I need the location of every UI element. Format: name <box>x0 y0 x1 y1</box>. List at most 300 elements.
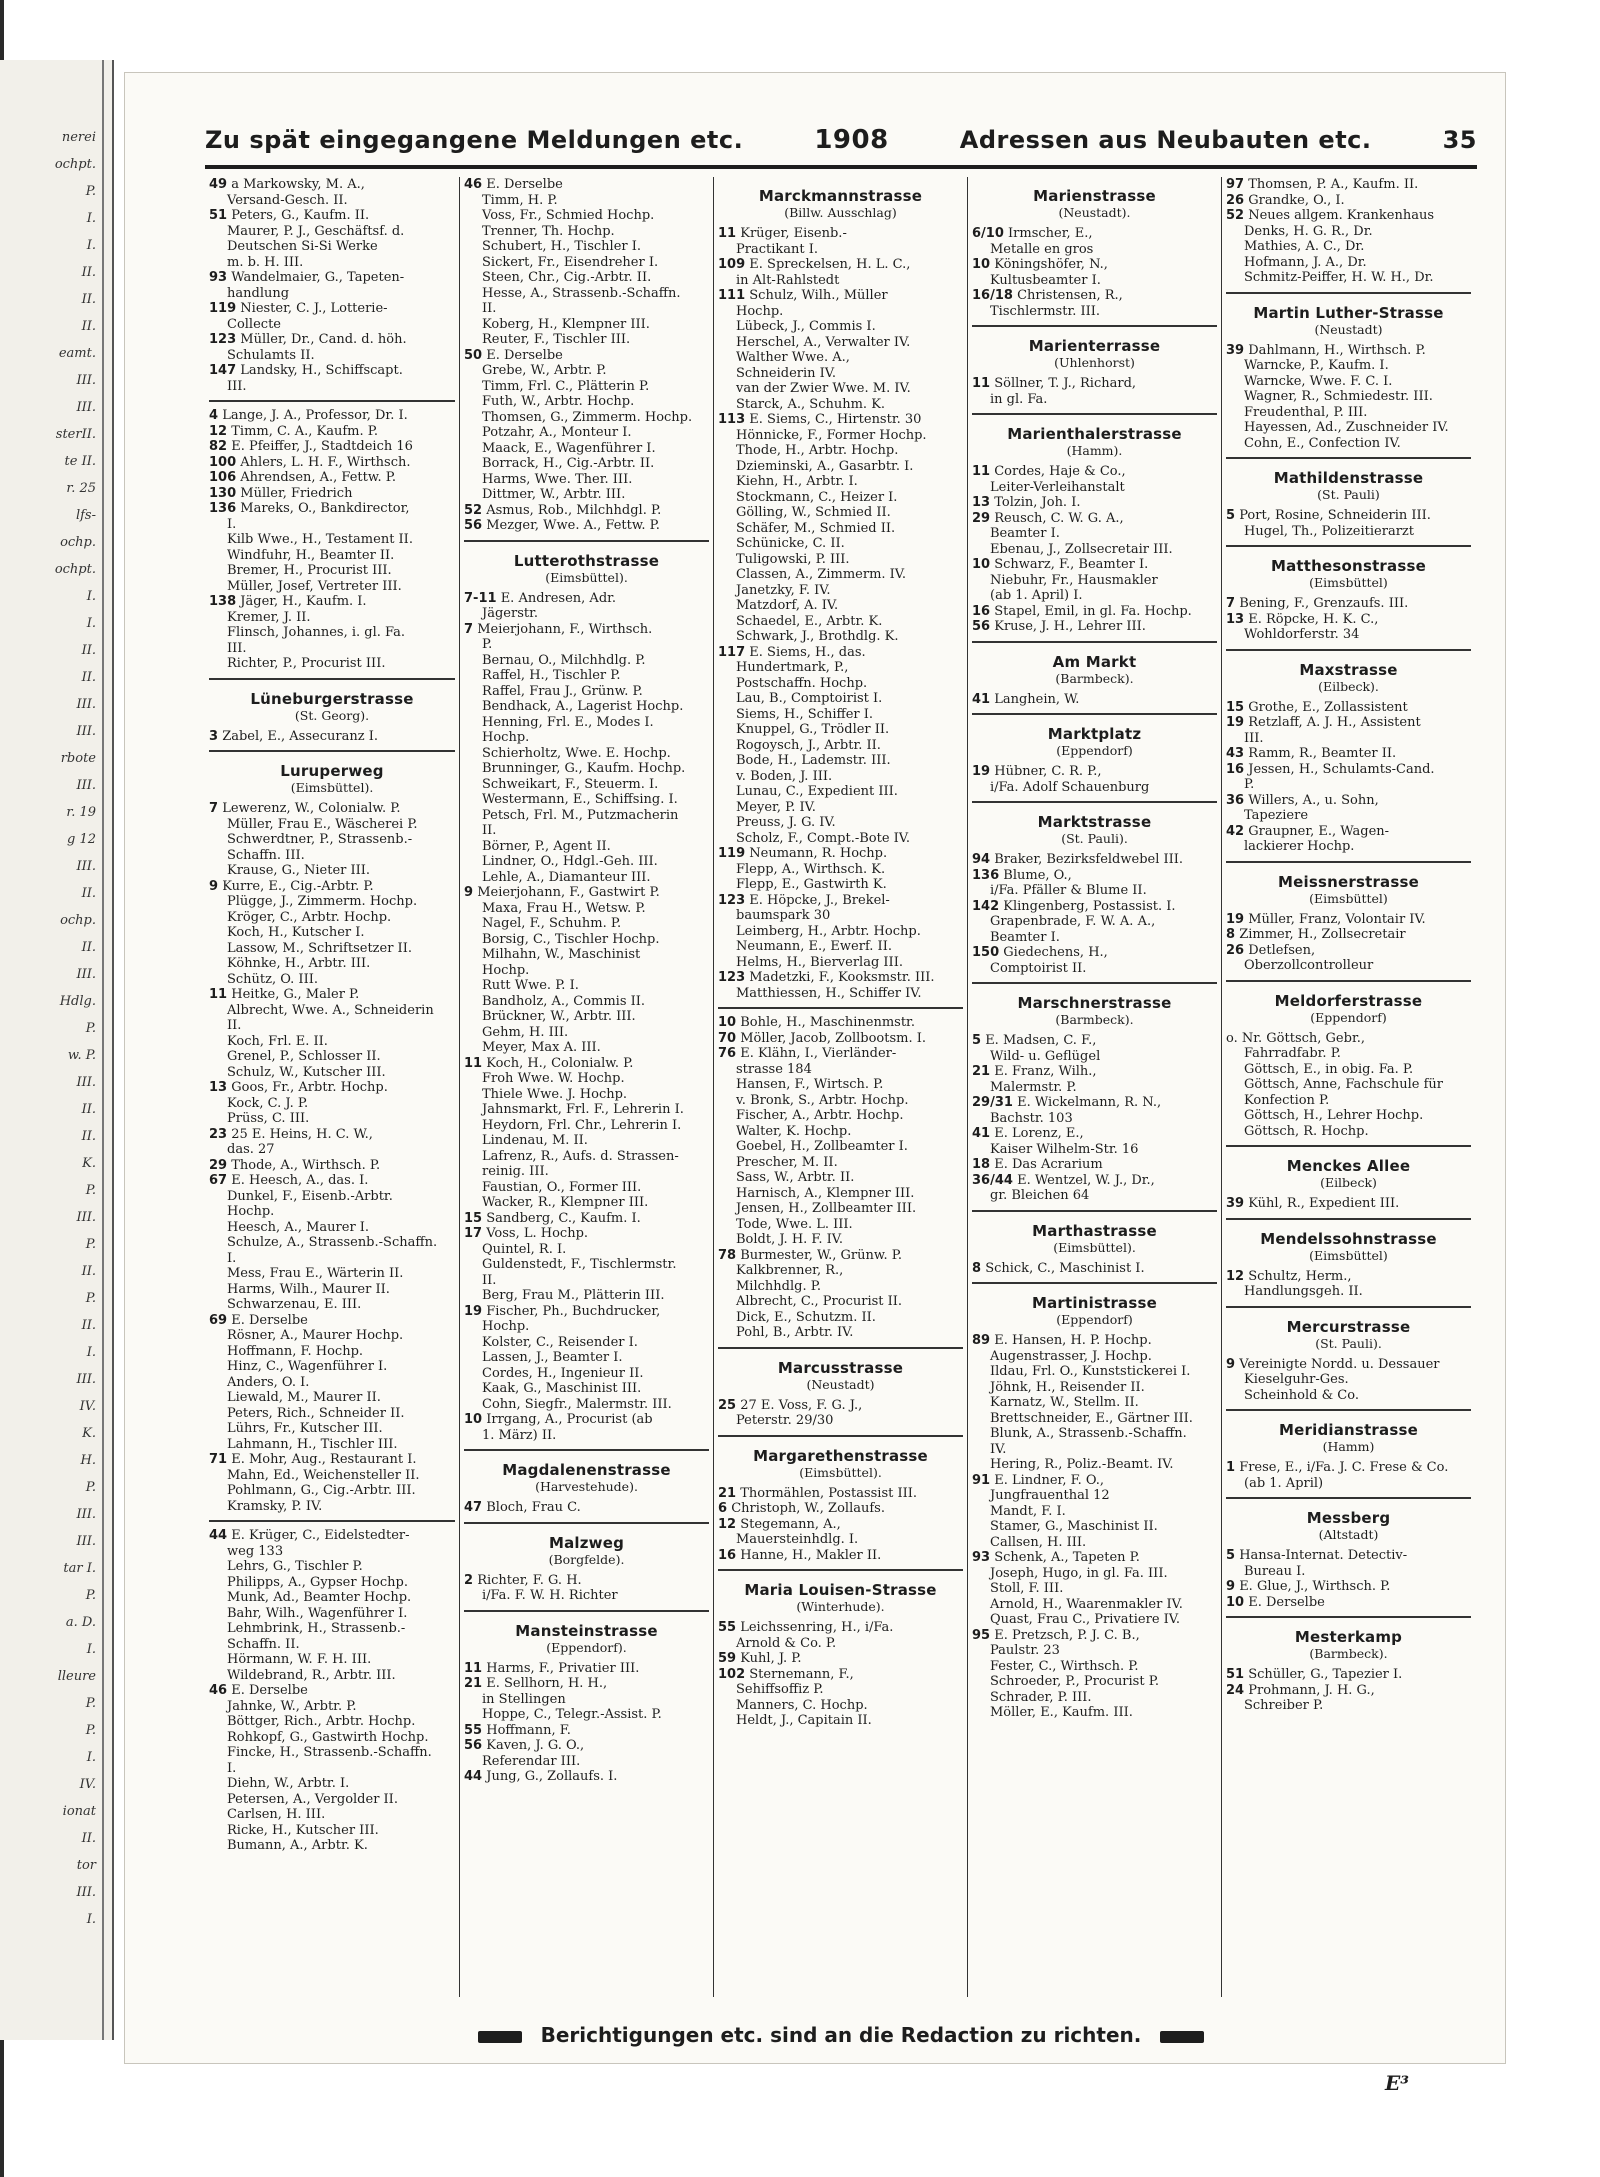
address-entry <box>209 1621 455 1637</box>
resident-text: Meyer, P. IV. <box>736 799 816 815</box>
resident-text: Walter, K. Hochp. <box>736 1123 852 1139</box>
previous-page-fragment: P. <box>85 1291 96 1306</box>
address-entry <box>464 916 709 932</box>
resident-text: Versand-Gesch. II. <box>227 192 348 208</box>
column-5 <box>1221 177 1475 1997</box>
address-entry <box>718 1108 963 1124</box>
address-entry <box>718 366 963 382</box>
house-number: 5 <box>1226 508 1236 523</box>
address-entry <box>209 1328 455 1344</box>
address-entry <box>464 1257 709 1273</box>
resident-text: Kröger, C., Arbtr. Hochp. <box>227 909 392 925</box>
address-entry <box>718 1294 963 1310</box>
previous-page-fragment: K. <box>82 1426 96 1441</box>
resident-text: Konfection P. <box>1244 1092 1330 1108</box>
resident-text: Collecte <box>227 316 281 332</box>
resident-text: Matzdorf, A. IV. <box>736 598 839 613</box>
resident-text: Schwerdtner, P., Strassenb.- <box>227 832 413 847</box>
street-heading: Malzweg <box>548 1533 625 1552</box>
resident-text: Wagner, R., Schmiedestr. III. <box>1244 389 1433 404</box>
address-entry <box>209 470 455 486</box>
resident-text: Wildebrand, R., Arbtr. III. <box>227 1667 396 1683</box>
address-entry <box>209 972 455 988</box>
resident-text: Schneiderin IV. <box>736 365 837 381</box>
address-entry <box>209 1111 455 1127</box>
resident-text: Thode, H., Arbtr. Hochp. <box>736 443 899 458</box>
resident-text: m. b. H. III. <box>227 254 304 270</box>
resident-text: E. Derselbe <box>486 177 563 192</box>
address-entry <box>972 914 1217 930</box>
resident-text: Prescher, M. II. <box>736 1154 838 1170</box>
district-label: (Eppendorf). <box>546 1639 627 1655</box>
resident-text: Grapenbrade, F. W. A. A., <box>990 914 1156 929</box>
house-number: 5 <box>972 1033 982 1048</box>
resident-text: Kremer, J. II. <box>227 609 311 625</box>
resident-text: Faustian, O., Former III. <box>482 1179 642 1195</box>
house-number: 119 <box>718 846 746 861</box>
address-entry <box>718 443 963 459</box>
address-entry <box>209 348 455 364</box>
previous-page-fragment: III. <box>76 373 96 388</box>
resident-text: Referendar III. <box>482 1753 581 1769</box>
address-entry <box>464 1350 709 1366</box>
house-number: 21 <box>464 1676 483 1691</box>
address-entry <box>972 1349 1217 1365</box>
address-entry <box>209 379 455 395</box>
address-entry <box>972 1705 1217 1721</box>
address-entry <box>718 1325 963 1341</box>
house-number: 89 <box>972 1333 991 1348</box>
house-number: 123 <box>718 892 746 908</box>
resident-text: E. Wentzel, W. J., Dr., <box>1017 1172 1155 1188</box>
address-entry <box>1226 1579 1471 1595</box>
house-number: 67 <box>209 1173 228 1188</box>
street-heading: Am Markt <box>1052 652 1137 671</box>
house-number: 41 <box>972 691 991 707</box>
address-entry <box>972 557 1217 573</box>
resident-text: Lange, J. A., Professor, Dr. I. <box>222 408 408 423</box>
address-entry <box>209 177 455 193</box>
address-entry <box>972 1612 1217 1628</box>
resident-text: Grebe, W., Arbtr. P. <box>482 363 607 378</box>
address-entry <box>972 1111 1217 1127</box>
address-entry <box>1226 389 1471 405</box>
resident-text: Schwarz, F., Beamter I. <box>994 557 1149 572</box>
address-entry <box>718 350 963 366</box>
house-number: 39 <box>1226 1196 1245 1211</box>
section-rule <box>972 1210 1217 1212</box>
address-entry <box>972 1049 1217 1065</box>
section-rule <box>1226 292 1471 294</box>
resident-text: Wohldorferstr. 34 <box>1244 627 1360 642</box>
address-entry <box>718 1517 963 1533</box>
address-entry <box>209 1699 455 1715</box>
district-label: (St. Pauli) <box>1317 487 1380 502</box>
resident-text: Flepp, E., Gastwirth K. <box>736 877 887 892</box>
resident-text: Brunninger, G., Kaufm. Hochp. <box>482 761 686 776</box>
resident-text: Richter, F. G. H. <box>477 1572 582 1588</box>
address-entry <box>464 1164 709 1180</box>
address-entry <box>718 924 963 940</box>
resident-text: Lassen, J., Beamter I. <box>482 1350 623 1365</box>
resident-text: Reuter, F., Tischler III. <box>482 332 631 347</box>
address-entry <box>1226 1077 1471 1093</box>
resident-text: Practikant I. <box>736 241 818 257</box>
resident-text: Maxa, Frau H., Wetsw. P. <box>482 900 646 916</box>
address-entry <box>972 1126 1217 1142</box>
house-number: 52 <box>464 502 483 518</box>
address-entry <box>972 1581 1217 1597</box>
header-left-title: Zu spät eingegangene Meldungen etc. <box>205 126 744 154</box>
resident-text: Schulz, Wilh., Müller <box>749 288 888 303</box>
previous-page-fragment: II. <box>81 940 96 955</box>
address-entry <box>718 676 963 692</box>
house-number: 150 <box>972 945 1000 960</box>
resident-text: Fahrradfabr. P. <box>1244 1046 1341 1061</box>
resident-text: Mahn, Ed., Weichensteller II. <box>227 1467 420 1483</box>
resident-text: handlung <box>227 285 290 301</box>
resident-text: Hundertmark, P., <box>736 660 849 675</box>
house-number: 71 <box>209 1452 228 1467</box>
house-number: 76 <box>718 1046 737 1061</box>
address-entry <box>1226 1124 1471 1140</box>
resident-text: o. Nr. Göttsch, Gebr., <box>1226 1030 1365 1046</box>
header-right-title: Adressen aus Neubauten etc. <box>959 126 1372 154</box>
resident-text: Jahnke, W., Arbtr. P. <box>227 1698 357 1714</box>
resident-text: Timm, Frl. C., Plätterin P. <box>482 378 650 394</box>
previous-page-fragment: III. <box>76 1507 96 1522</box>
address-entry <box>1226 343 1471 359</box>
section-rule <box>972 325 1217 327</box>
resident-text: Stoll, F. III. <box>990 1581 1064 1596</box>
address-entry <box>1226 1031 1471 1047</box>
resident-text: Windfuhr, H., Beamter II. <box>227 547 395 563</box>
address-entry <box>209 1018 455 1034</box>
address-entry <box>464 684 709 700</box>
district-label: (St. Pauli). <box>1061 831 1128 846</box>
address-entry <box>972 376 1217 392</box>
previous-page-fragment: I. <box>86 589 96 604</box>
address-entry <box>464 885 709 901</box>
address-entry <box>464 653 709 669</box>
house-number: 56 <box>972 619 991 634</box>
house-number: 11 <box>972 464 991 479</box>
resident-text: Cordes, H., Ingenieur II. <box>482 1365 644 1381</box>
address-entry <box>464 901 709 917</box>
house-number: 136 <box>972 867 1000 883</box>
resident-text: Lehle, A., Diamanteur III. <box>482 869 651 885</box>
address-entry <box>464 1118 709 1134</box>
resident-text: Karnatz, W., Stellm. II. <box>990 1395 1139 1410</box>
street-heading: Marienterrasse <box>1028 337 1161 355</box>
resident-text: Schulze, A., Strassenb.-Schaffn. <box>227 1235 438 1250</box>
address-entry <box>209 1390 455 1406</box>
address-entry <box>718 877 963 893</box>
address-entry <box>718 1279 963 1295</box>
address-entry <box>972 1659 1217 1675</box>
address-entry <box>209 1034 455 1050</box>
address-entry <box>1226 374 1471 390</box>
house-number: 18 <box>972 1157 991 1172</box>
address-entry <box>209 1499 455 1515</box>
resident-text: Fischer, Ph., Buchdrucker, <box>486 1303 661 1319</box>
resident-text: Kaak, G., Maschinist III. <box>482 1381 642 1396</box>
resident-text: Manners, C. Hochp. <box>736 1697 868 1713</box>
resident-text: Starck, A., Schuhm. K. <box>736 396 886 412</box>
resident-text: E. Wickelmann, R. N., <box>1017 1095 1162 1110</box>
resident-text: Malermstr. P. <box>990 1079 1077 1095</box>
house-number: 51 <box>209 208 228 223</box>
address-entry <box>464 932 709 948</box>
resident-text: Kruse, J. H., Lehrer III. <box>994 619 1146 634</box>
column-2 <box>459 177 713 1997</box>
resident-text: Steen, Chr., Cig.-Arbtr. II. <box>482 270 652 285</box>
resident-text: E. Madsen, C. F., <box>985 1033 1097 1048</box>
resident-text: E. Spreckelsen, H. L. C., <box>749 257 911 272</box>
section-rule <box>972 801 1217 803</box>
address-entry <box>972 480 1217 496</box>
address-entry <box>718 691 963 707</box>
resident-text: gr. Bleichen 64 <box>990 1188 1090 1203</box>
resident-text: Beamter I. <box>990 526 1060 541</box>
address-entry <box>718 800 963 816</box>
previous-page-fragment: II. <box>81 319 96 334</box>
previous-page-fragment: III. <box>76 1885 96 1900</box>
resident-text: Milchhdlg. P. <box>736 1278 821 1294</box>
district-label: (Eilbeck). <box>1318 678 1379 694</box>
house-number: 1 <box>1226 1460 1236 1475</box>
address-entry <box>718 831 963 847</box>
address-entry <box>464 1288 709 1304</box>
resident-text: Beamter I. <box>990 929 1060 945</box>
resident-text: Borsig, C., Tischler Hochp. <box>482 931 660 947</box>
address-entry <box>718 536 963 552</box>
address-entry <box>209 1127 455 1143</box>
previous-page-fragment: P. <box>85 1723 96 1738</box>
address-entry <box>718 753 963 769</box>
resident-text: Oberzollcontrolleur <box>1244 958 1374 973</box>
resident-text: Lewerenz, W., Colonialw. P. <box>222 801 401 816</box>
footer-notice <box>205 2023 1477 2047</box>
resident-text: Ahrendsen, A., Fettw. P. <box>240 470 396 485</box>
address-entry <box>718 567 963 583</box>
previous-page-fragment: II. <box>81 292 96 307</box>
address-entry <box>718 459 963 475</box>
resident-text: Lafrenz, R., Aufs. d. Strassen- <box>482 1148 679 1164</box>
previous-page-fragment: te II. <box>64 454 96 469</box>
house-number: 56 <box>464 518 483 533</box>
address-entry <box>464 1180 709 1196</box>
resident-text: Gehm, H. III. <box>482 1024 569 1040</box>
district-label: (Eimsbüttel). <box>290 780 374 795</box>
resident-text: I. <box>227 1250 237 1266</box>
resident-text: van der Zwier Wwe. M. IV. <box>736 381 911 396</box>
house-number: 8 <box>972 1260 982 1276</box>
address-entry <box>718 381 963 397</box>
resident-text: Jahnsmarkt, Frl. F., Lehrerin I. <box>482 1102 684 1117</box>
resident-text: Knuppel, G., Trödler II. <box>736 722 890 737</box>
address-entry <box>209 863 455 879</box>
address-entry <box>718 769 963 785</box>
house-number: 78 <box>718 1247 737 1263</box>
address-entry <box>718 521 963 537</box>
address-entry <box>718 1093 963 1109</box>
district-label: (Hamm) <box>1322 1439 1375 1454</box>
address-entry <box>464 441 709 457</box>
address-entry <box>1226 700 1471 716</box>
resident-text: E. Das Acrarium <box>994 1157 1103 1172</box>
house-number: 147 <box>209 363 237 378</box>
house-number: 11 <box>209 987 228 1002</box>
house-number: 82 <box>209 439 228 454</box>
address-entry <box>1226 1062 1471 1078</box>
resident-text: Carlsen, H. III. <box>227 1807 326 1822</box>
resident-text: Reusch, C. W. G. A., <box>994 510 1124 526</box>
resident-text: Wacker, R., Klempner III. <box>482 1195 649 1210</box>
previous-page-fragment: P. <box>85 1588 96 1603</box>
address-entry <box>972 1597 1217 1613</box>
address-entry <box>972 288 1217 304</box>
address-entry <box>209 610 455 626</box>
resident-text: Köhnke, H., Arbtr. III. <box>227 956 371 971</box>
address-entry <box>464 994 709 1010</box>
address-entry <box>209 255 455 271</box>
resident-text: Bandholz, A., Commis II. <box>482 993 646 1009</box>
section-rule <box>1226 1306 1471 1308</box>
resident-text: Retzlaff, A. J. H., Assistent <box>1248 715 1421 730</box>
address-entry <box>718 1077 963 1093</box>
house-number: 11 <box>972 376 991 391</box>
address-entry <box>464 839 709 855</box>
resident-text: v. Bronk, S., Arbtr. Hochp. <box>736 1092 909 1108</box>
resident-text: E. Mohr, Aug., Restaurant I. <box>231 1452 417 1467</box>
address-entry <box>464 1692 709 1708</box>
previous-page-fragment: III. <box>76 778 96 793</box>
resident-text: Blunk, A., Strassenb.-Schaffn. <box>990 1426 1187 1441</box>
address-entry <box>972 1188 1217 1204</box>
section-rule <box>718 1007 963 1009</box>
resident-text: i/Fa. Adolf Schauenburg <box>990 779 1150 795</box>
house-number: 46 <box>209 1683 228 1698</box>
address-entry <box>464 699 709 715</box>
resident-text: Gölling, W., Schmied II. <box>736 505 891 520</box>
address-entry <box>718 1186 963 1202</box>
previous-page-fragment: II. <box>81 1318 96 1333</box>
address-entry <box>718 552 963 568</box>
previous-page-fragment: II. <box>81 670 96 685</box>
resident-text: E. Hansen, H. P. Hochp. <box>994 1333 1152 1348</box>
resident-text: Heldt, J., Capitain II. <box>736 1713 872 1728</box>
address-entry <box>464 332 709 348</box>
column-3 <box>713 177 967 1997</box>
house-number: 4 <box>209 408 219 423</box>
address-entry <box>464 591 709 607</box>
house-number: 10 <box>972 257 991 272</box>
resident-text: Postschaffn. Hochp. <box>736 675 868 691</box>
address-entry <box>1226 839 1471 855</box>
resident-text: Schüller, G., Tapezier I. <box>1248 1667 1403 1682</box>
resident-text: Augenstrasser, J. Hochp. <box>990 1348 1152 1364</box>
address-entry <box>464 270 709 286</box>
address-entry <box>209 270 455 286</box>
resident-text: Maack, E., Wagenführer I. <box>482 440 656 456</box>
resident-text: Lindner, O., Hdgl.-Geh. III. <box>482 854 658 869</box>
previous-page-fragment: ionat <box>62 1804 96 1819</box>
page-header <box>205 125 1477 161</box>
resident-text: Lehrs, G., Tischler P. <box>227 1559 363 1574</box>
resident-text: Dunkel, F., Eisenb.-Arbtr. <box>227 1188 393 1204</box>
address-entry <box>209 332 455 348</box>
resident-text: E. Pretzsch, P. J. C. B., <box>994 1627 1140 1643</box>
address-entry <box>718 1263 963 1279</box>
address-entry <box>718 1155 963 1171</box>
address-entry <box>209 817 455 833</box>
address-entry <box>209 729 455 745</box>
address-entry <box>718 986 963 1002</box>
resident-text: Bahr, Wilh., Wagenführer I. <box>227 1605 408 1621</box>
resident-text: Preuss, J. G. IV. <box>736 815 836 830</box>
address-entry <box>718 1139 963 1155</box>
address-entry <box>464 1676 709 1692</box>
resident-text: Göttsch, Anne, Fachschule für <box>1244 1077 1443 1092</box>
address-entry <box>718 1620 963 1636</box>
district-label: (Eimsbüttel). <box>1053 1239 1136 1255</box>
house-number: 9 <box>1226 1356 1236 1372</box>
resident-text: Thormählen, Postassist III. <box>740 1485 918 1501</box>
address-entry <box>1226 824 1471 840</box>
resident-text: Bernau, O., Milchhdlg. P. <box>482 652 646 668</box>
address-entry <box>209 1142 455 1158</box>
house-number: 21 <box>718 1485 737 1501</box>
resident-text: Willers, A., u. Sohn, <box>1248 792 1379 808</box>
address-entry <box>464 317 709 333</box>
address-entry <box>1226 524 1471 540</box>
address-entry <box>972 930 1217 946</box>
resident-text: Jöhnk, H., Reisender II. <box>990 1379 1145 1395</box>
resident-text: Lindenau, M. II. <box>482 1133 588 1148</box>
address-entry <box>209 1792 455 1808</box>
resident-text: Arnold & Co. P. <box>736 1635 837 1651</box>
resident-text: Quintel, R. I. <box>482 1241 567 1257</box>
street-heading: Luruperweg <box>280 762 384 780</box>
previous-page-fragment: ochpt. <box>54 157 96 172</box>
previous-page-fragment: III. <box>76 1075 96 1090</box>
address-entry <box>464 1723 709 1739</box>
column-1 <box>205 177 459 1997</box>
address-entry <box>972 1380 1217 1396</box>
resident-text: Kuhl, J. P. <box>740 1651 802 1666</box>
resident-text: Zimmer, H., Zollsecretair <box>1239 927 1406 942</box>
address-entry <box>209 910 455 926</box>
address-entry <box>209 208 455 224</box>
address-entry <box>209 956 455 972</box>
house-number: 55 <box>464 1722 483 1738</box>
street-heading: Mesterkamp <box>1294 1628 1403 1646</box>
resident-text: lackierer Hochp. <box>1244 839 1355 854</box>
resident-text: Dzieminski, A., Gasarbtr. I. <box>736 458 914 474</box>
house-number: 51 <box>1226 1667 1245 1682</box>
resident-text: Scheinhold & Co. <box>1244 1387 1359 1403</box>
resident-text: Hayessen, Ad., Zuschneider IV. <box>1244 420 1449 435</box>
section-rule <box>1226 457 1471 459</box>
resident-text: Warncke, P., Kaufm. I. <box>1244 358 1389 373</box>
resident-text: Jäger, H., Kaufm. I. <box>240 594 367 609</box>
resident-text: Müller, Franz, Volontair IV. <box>1248 911 1426 927</box>
address-entry <box>1226 1372 1471 1388</box>
address-entry <box>718 722 963 738</box>
resident-text: Petsch, Frl. M., Putzmacherin <box>482 807 679 823</box>
resident-text: Göttsch, E., in obig. Fa. P. <box>1244 1061 1414 1077</box>
